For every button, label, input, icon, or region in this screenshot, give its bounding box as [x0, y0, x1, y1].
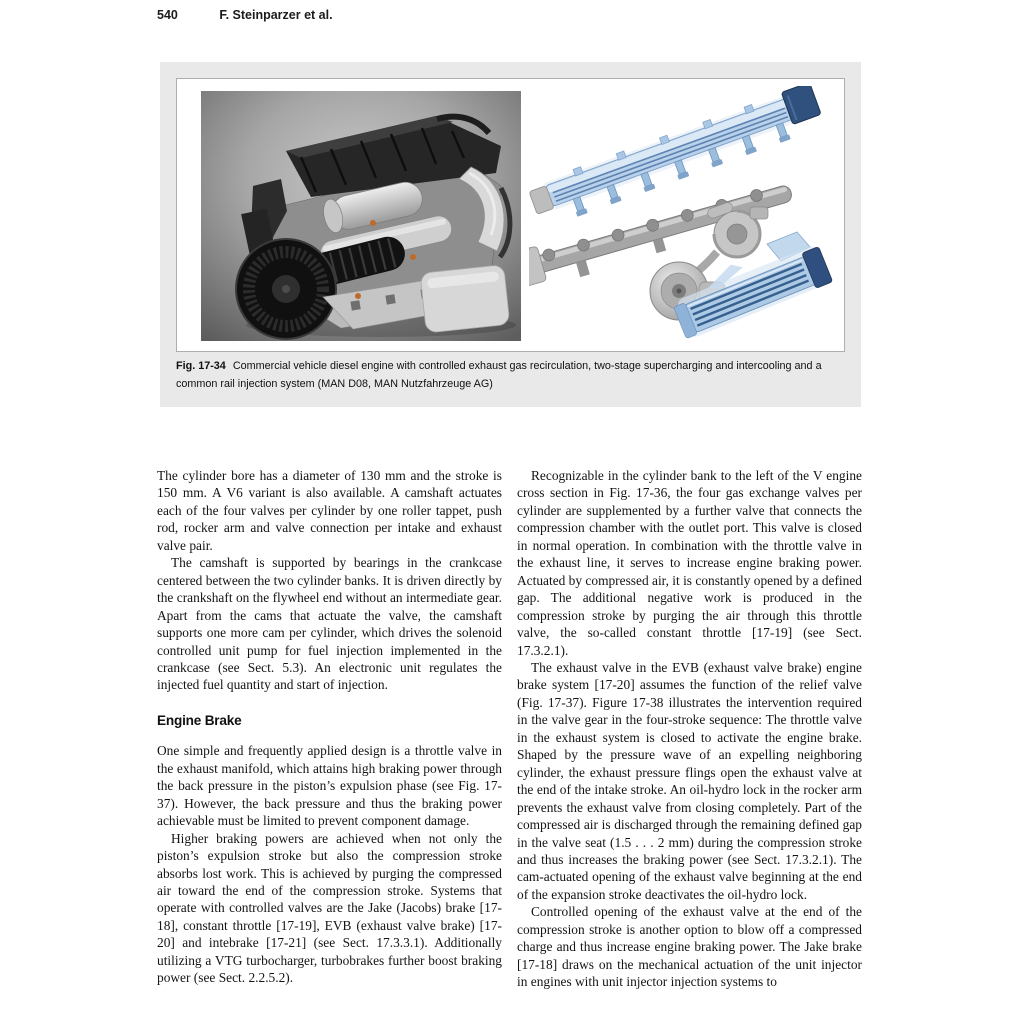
body-paragraph: The exhaust valve in the EVB (exhaust valve brake) engine brake system [17-20] assumes the function of the relief valve (Fig. 17-37). Figure 17-38 illustrates the intervention required in the valve gear in the four-stroke sequence: The throttle valve in the exhaust system is closed to activate the engine brake. Shaped by the pressure wave of an expelling neighboring cylinder, the exhaust pressure flings open the exhaust valve at the end of the intake stroke. An oil-hydro lock in the rocker arm prevents the exhaust valve from closing completely. Part of the compressed air is discharged through the remaining defined gap in the valve seat (1.5 . . . 2 mm) during the compression stroke and thus increases the braking power (see Sect. 17.3.2.1). The cam-actuated opening of the exhaust valve beginning at the end of the expansion stroke deactivates the oil-hydro lock.	[517, 659, 862, 902]
body-paragraph: One simple and frequently applied design is a throttle valve in the exhaust manifold, which attains high braking power through the back pressure in the piston’s expulsion phase (see Fig. 17-37). However, the back pressure and thus the braking power achievable must be limited to prevent component damage.	[157, 743, 502, 829]
page-header	[157, 8, 862, 22]
section-heading-engine-brake: Engine Brake	[157, 712, 242, 728]
body-paragraph: The camshaft is supported by bearings in the crankcase centered between the two cylinder banks. It is driven directly by the crankshaft on the flywheel end without an intermediate gear. Apart from the cams that actuate the valve, the camshaft supports one more cam per cylinder, which drives the solenoid controlled unit pump for fuel injection implemented in the crankcase (see Sect. 5.3). An electronic unit regulates the injected fuel quantity and start of injection.	[157, 555, 502, 693]
right-column	[517, 467, 862, 991]
exhaust-system-cad-render	[529, 86, 839, 344]
figure-label: Fig. 17-34	[176, 360, 226, 372]
figure-caption-text: Commercial vehicle diesel engine with controlled exhaust gas recirculation, two-stage supercharging and intercooling and a common rail injection system (MAN D08, MAN Nutzfahrzeuge AG)	[176, 360, 822, 390]
body-paragraph: Controlled opening of the exhaust valve at the end of the compression stroke is another option to blow off a compressed charge and thus increase engine braking power. The Jake brake [17-18] draws on the mechanical actuation of the unit injector in engines with unit injector injection systems to	[517, 904, 862, 990]
figure-panel	[160, 62, 861, 407]
figure-caption	[176, 358, 845, 393]
body-paragraph: Recognizable in the cylinder bank to the left of the V engine cross section in Fig. 17-36, the four gas exchange valves per cylinder are supplemented by a further valve that connects the compression chamber with the outlet port. This valve is closed in normal operation. In combination with the throttle valve in the exhaust line, it serves to increase engine braking power. Actuated by compressed air, it is constantly opened by a defined gap. The additional negative work is produced in the compression stroke by purging the air through this throttle valve, the so-called constant throttle [17-19] (see Sect. 17.3.2.1).	[517, 468, 862, 658]
page-number: 540	[157, 8, 178, 22]
running-title: F. Steinparzer et al.	[219, 8, 333, 22]
body-paragraph: The cylinder bore has a diameter of 130 mm and the stroke is 150 mm. A V6 variant is also available. A camshaft actuates each of the four valves per cylinder by one roller tappet, push rod, rocker arm and valve connection per intake and exhaust valve pair.	[157, 468, 502, 553]
body-text	[157, 467, 863, 991]
body-paragraph: Higher braking powers are achieved when not only the piston’s expulsion stroke but also the compression stroke absorbs lost work. This is achieved by purging the compressed air toward the end of the compression stroke. Systems that operate with controlled valves are the Jake (Jacobs) brake [17-18], constant throttle [17-19], EVB (exhaust valve brake) [17-20] and intebrake [17-21] (see Sect. 17.3.3.1). Additionally utilizing a VTG turbocharger, turbobrakes further boost braking power (see Sect. 2.2.5.2).	[157, 830, 502, 986]
diesel-engine-photo	[201, 91, 521, 341]
figure-frame	[176, 78, 845, 352]
left-column	[157, 467, 502, 991]
